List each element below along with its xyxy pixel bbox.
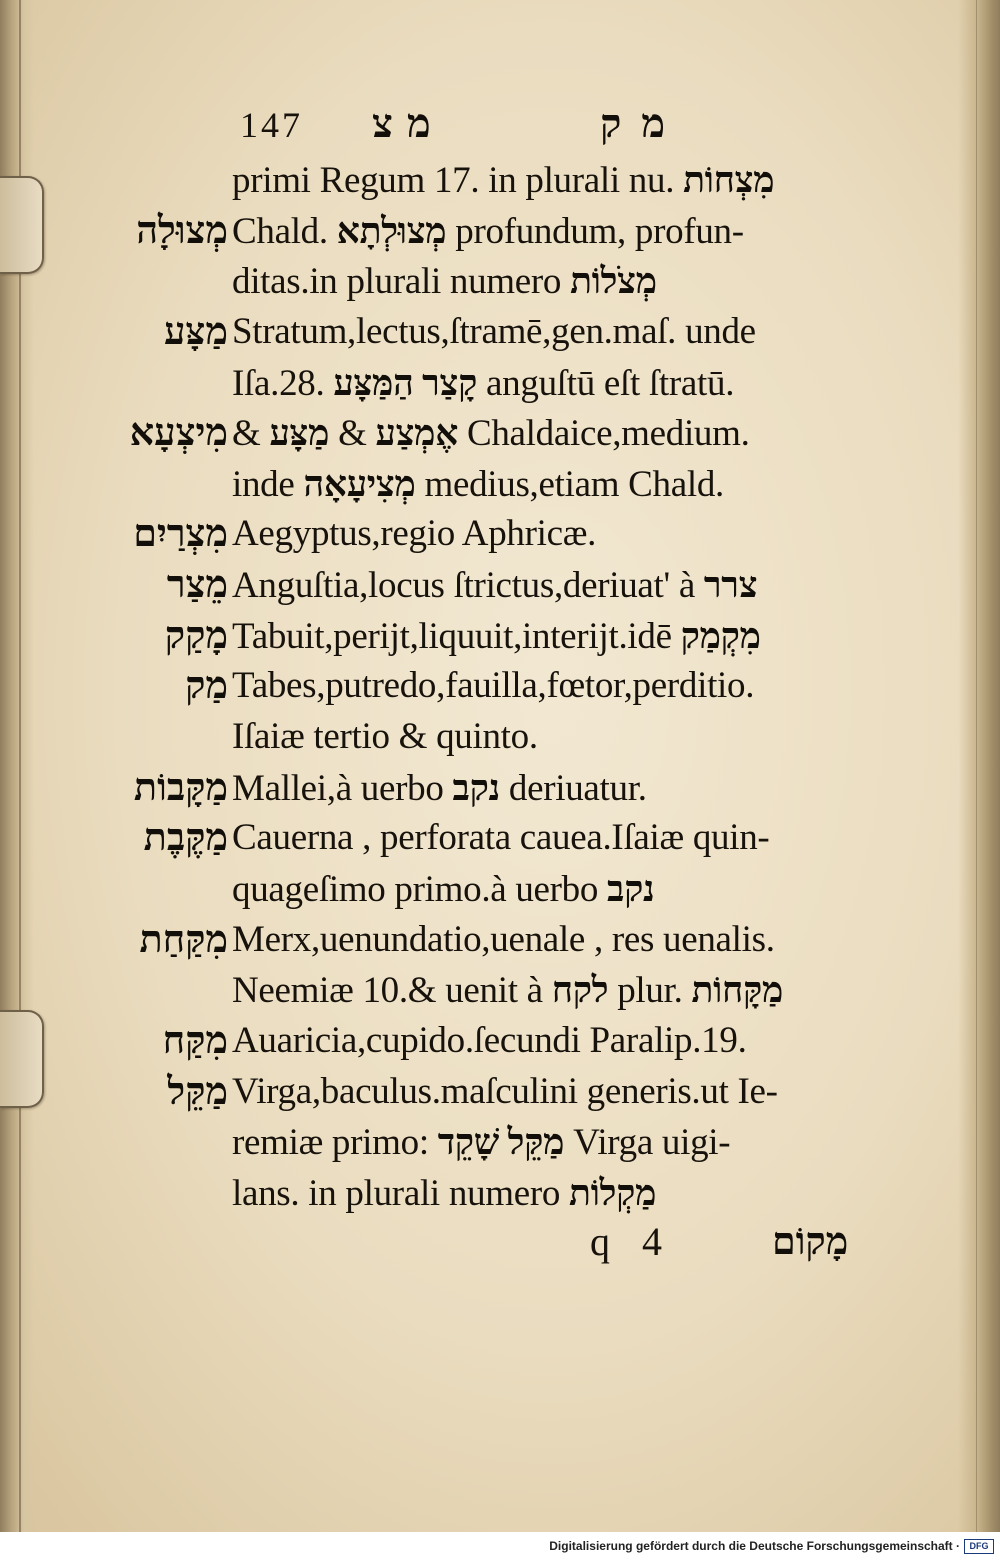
hebrew-term: נקב xyxy=(452,767,500,808)
dictionary-line xyxy=(0,965,1000,1016)
page-header xyxy=(0,100,1000,156)
hebrew-term: מִקְמַק xyxy=(680,615,761,656)
gloss-text: Tabes,putredo,fauilla,fœtor,perditio. xyxy=(232,665,755,707)
headword: מַקֶּבֶת xyxy=(143,817,228,860)
dictionary-line xyxy=(0,155,1000,206)
dictionary-line xyxy=(0,1067,1000,1118)
headword: מַקָּבוֹת xyxy=(133,766,228,809)
dictionary-line xyxy=(0,763,1000,814)
dictionary-line xyxy=(0,813,1000,864)
gloss-text: Tabuit,perĳt,liquuit,interĳt.idē xyxy=(232,615,672,657)
gloss-text: Merx,uenundatio,uenale , res uenalis. xyxy=(232,918,775,960)
gloss-text: primi Regum 17. in plurali nu. xyxy=(232,160,675,201)
page-number: 147 xyxy=(240,105,303,145)
hebrew-term: מַקְלוֹת xyxy=(569,1172,657,1213)
catchword: מָקוֹם xyxy=(772,1221,849,1263)
headword: מְצוּלָה xyxy=(136,209,228,252)
dictionary-line xyxy=(0,915,1000,966)
hebrew-term: מַצָּע xyxy=(269,413,330,454)
dictionary-line xyxy=(0,408,1000,459)
headword: מִצְרַיִם xyxy=(133,513,228,556)
headword: מַקֵּל xyxy=(167,1070,228,1113)
headword: מִקַּח xyxy=(162,1019,228,1062)
gloss-text: quageſimo primo.à uerbo xyxy=(232,868,599,910)
gloss-text: Mallei,à uerbo xyxy=(232,767,444,809)
gloss-text: Iſa.28. xyxy=(232,362,325,404)
gloss-text: plur. xyxy=(617,970,683,1012)
gloss-text: ditas.in plurali numero xyxy=(232,261,562,303)
gloss-text: Stratum,lectus,ſtramē,gen.maſ. unde xyxy=(232,310,756,352)
hebrew-term: מִצְחוֹת xyxy=(683,160,775,200)
gloss-text: Virga,baculus.maſculini generis.ut Ie- xyxy=(232,1070,778,1112)
headword: מִיצְעָא xyxy=(129,412,228,455)
dictionary-line xyxy=(0,459,1000,510)
headword: מָקַק xyxy=(164,614,228,657)
gloss-text: lans. in plurali numero xyxy=(232,1172,561,1214)
dictionary-line xyxy=(0,206,1000,257)
dictionary-line xyxy=(0,661,1000,712)
hebrew-term: מַקֵּל שָׁקֵד xyxy=(437,1122,565,1163)
dictionary-line xyxy=(0,712,1000,763)
gloss-text: inde xyxy=(232,463,295,505)
dictionary-entries xyxy=(0,155,1000,1218)
running-head-right: מק xyxy=(600,101,686,146)
gloss-text: Aegyptus,regio Aphricæ. xyxy=(232,513,597,555)
signature-mark: q 4 xyxy=(590,1219,662,1264)
dictionary-line xyxy=(0,509,1000,560)
gloss-text: deriuatur. xyxy=(508,767,647,809)
dictionary-line xyxy=(0,358,1000,409)
dictionary-line xyxy=(0,1016,1000,1067)
dictionary-line xyxy=(0,611,1000,662)
hebrew-term: אֶמְצַע xyxy=(375,413,459,454)
gloss-text: Neemiæ 10.& uenit à xyxy=(232,970,543,1012)
gloss-text: medius,etiam Chald. xyxy=(424,463,724,505)
gloss-text: & xyxy=(338,413,367,455)
gloss-text: Chald. xyxy=(232,210,328,252)
dictionary-line xyxy=(0,560,1000,611)
gloss-text: Iſaiæ tertio & quinto. xyxy=(232,716,538,758)
dictionary-line xyxy=(0,864,1000,915)
gloss-text: profundum, profun- xyxy=(455,210,744,252)
headword: מֵצַר xyxy=(166,564,228,607)
running-head-left: מצ xyxy=(372,101,445,146)
hebrew-term: צרר xyxy=(703,565,758,606)
hebrew-term: קָצַר הַמַּצָּע xyxy=(333,362,478,403)
headword: מַק xyxy=(185,665,228,708)
footer-credit: Digitalisierung gefördert durch die Deutsche Forschungsgemeinschaft · xyxy=(549,1539,960,1553)
dictionary-line xyxy=(0,1117,1000,1168)
hebrew-term: מְצִיעָאָה xyxy=(303,463,416,504)
hebrew-term: מְצוּלְתָא xyxy=(336,210,447,251)
headword: מַצָּע xyxy=(164,310,228,353)
digitization-footer xyxy=(0,1532,1000,1560)
gloss-text: Chaldaice,medium. xyxy=(466,413,750,455)
dictionary-line xyxy=(0,1168,1000,1219)
gloss-text: remiæ primo: xyxy=(232,1122,429,1164)
gloss-text: Cauerna , perforata cauea.Iſaiæ quin- xyxy=(232,817,770,859)
gloss-text: & xyxy=(232,413,261,455)
gloss-text: Auaricia,cupido.ſecundi Paralip.19. xyxy=(232,1019,747,1061)
headword: מִקַּחַת xyxy=(139,918,228,961)
dictionary-line xyxy=(0,307,1000,358)
gloss-text: Anguſtia,locus ſtrictus,deriuat' à xyxy=(232,565,695,607)
gloss-text: Virga uigi- xyxy=(573,1122,731,1164)
hebrew-term: מַקָּחוֹת xyxy=(691,970,784,1011)
catchword-line xyxy=(0,1218,1000,1270)
hebrew-term: לקח xyxy=(551,970,609,1011)
gloss-text: anguſtū eſt ſtratū. xyxy=(486,362,735,404)
dfg-logo: DFG xyxy=(964,1539,994,1554)
dictionary-line xyxy=(0,256,1000,307)
hebrew-term: נקב xyxy=(607,868,655,909)
hebrew-term: מְצֹלוֹת xyxy=(570,261,657,302)
